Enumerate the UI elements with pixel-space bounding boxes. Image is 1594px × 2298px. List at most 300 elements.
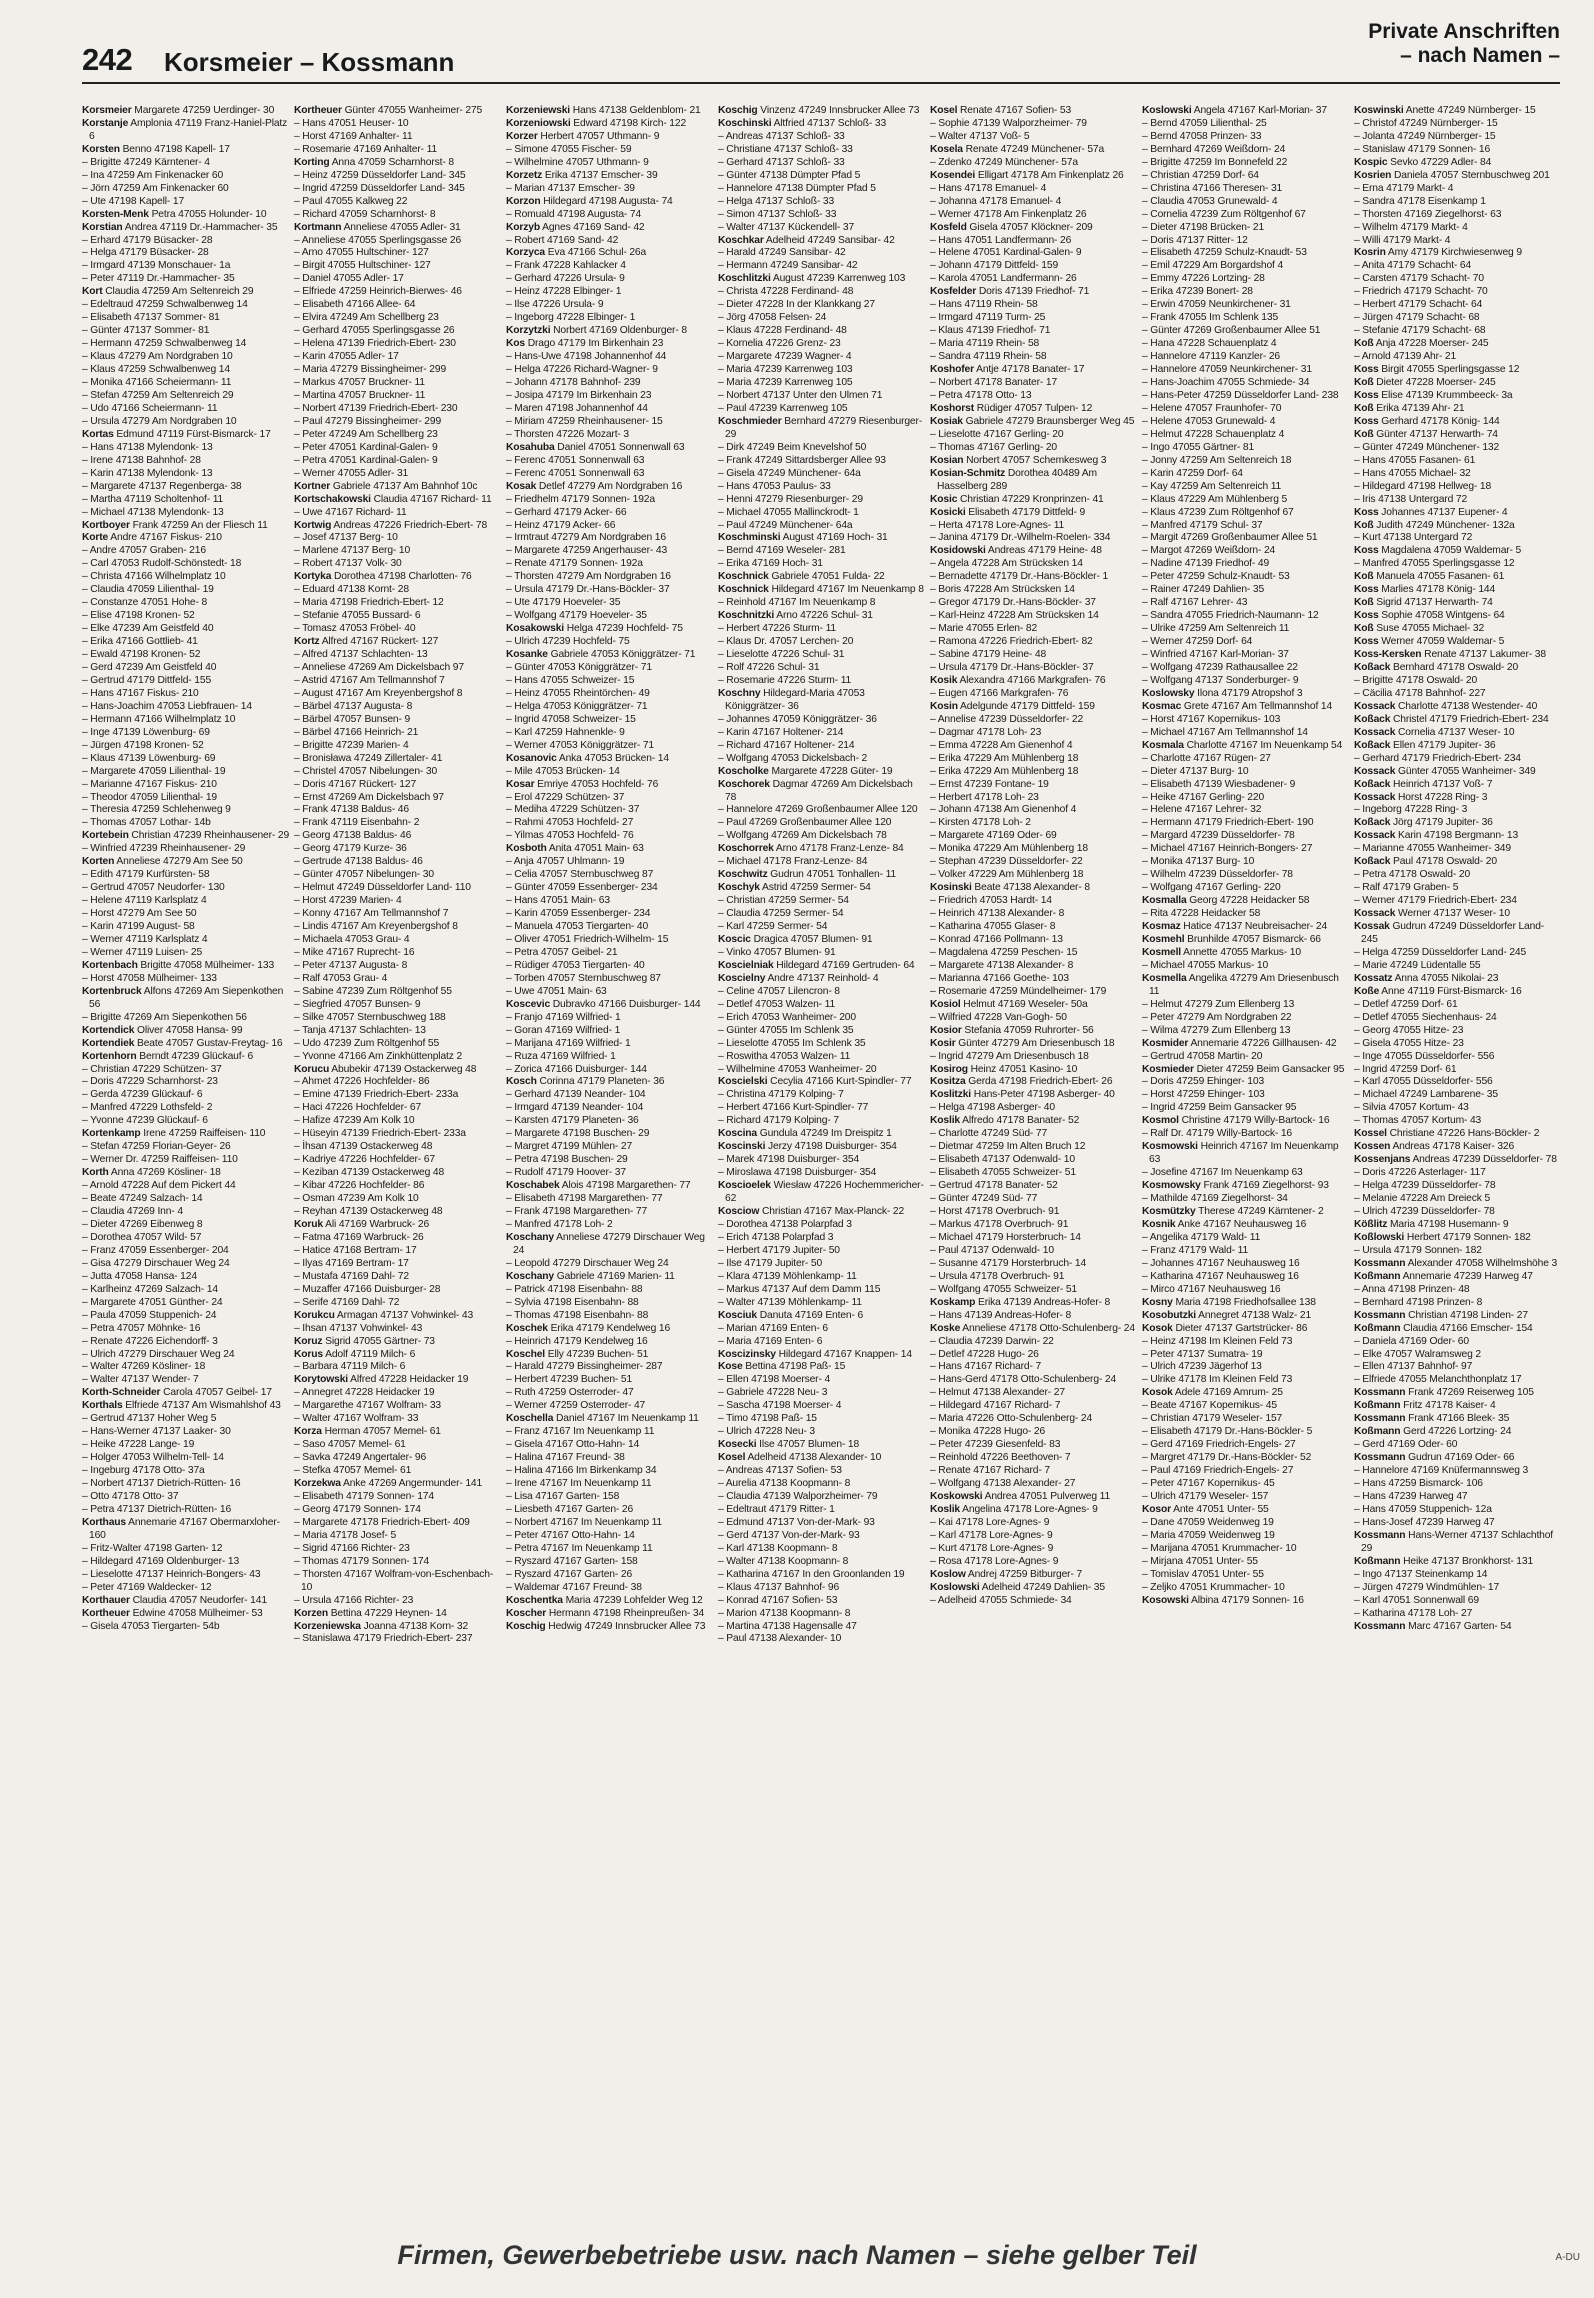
entry-details: – Ulrich 47228 Neu- 3 [718, 1426, 816, 1438]
entry-details: – Peter 47167 Kopernikus- 45 [1142, 1478, 1275, 1490]
directory-entry [294, 118, 502, 131]
directory-entry [1354, 571, 1562, 584]
directory-entry [294, 1595, 502, 1608]
directory-entry [930, 520, 1138, 533]
entry-details: Alexander 47058 Wilhelmshöhe 3 [1405, 1257, 1558, 1269]
surname: Koschny [718, 687, 761, 699]
surname: Kosinski [930, 882, 972, 894]
directory-entry [1354, 921, 1562, 947]
directory-entry [506, 196, 714, 209]
entry-details: – Petra 47178 Otto- 13 [930, 389, 1032, 401]
entry-details: – Dagmar 47178 Loh- 23 [930, 726, 1042, 738]
entry-details: – Dorothea 47138 Polarpfad 3 [718, 1218, 852, 1230]
entry-details: Hildegard 47169 Gertruden- 64 [773, 959, 915, 971]
entry-details: – Katharina 47178 Loh- 27 [1354, 1607, 1473, 1619]
entry-details: – Hannelore 47119 Kanzler- 26 [1142, 351, 1280, 363]
directory-entry [1142, 157, 1350, 170]
directory-entry [1142, 1452, 1350, 1465]
entry-details: Berndt 47239 Glückauf- 6 [136, 1050, 254, 1062]
entry-details: – Hans 47139 Andreas-Hofer- 8 [930, 1309, 1072, 1321]
entry-details: Bettina 47198 Paß- 15 [742, 1361, 846, 1373]
surname: Koruz [294, 1335, 323, 1347]
entry-details: – Friedhelm 47179 Sonnen- 192a [506, 493, 655, 505]
entry-details: Maria 47239 Lohfelder Weg 12 [562, 1594, 703, 1606]
entry-details: – Gertrud 47058 Martin- 20 [1142, 1050, 1263, 1062]
entry-details: – Halina 47166 Im Birkenkamp 34 [506, 1465, 657, 1477]
directory-entry [82, 701, 290, 714]
entry-details: – Helmut 47228 Schauenplatz 4 [1142, 428, 1285, 440]
surname: Korth [82, 1167, 109, 1179]
directory-entry [930, 714, 1138, 727]
directory-entry [930, 947, 1138, 960]
footer-note: Firmen, Gewerbebetriebe usw. nach Namen – siehe gelber Teil [397, 2240, 1197, 2270]
entry-details: – Silke 47057 Sternbuschweg 188 [294, 1011, 446, 1023]
surname: Kosmala [1142, 739, 1184, 751]
entry-details: Erika 47137 Emscher- 39 [542, 169, 658, 181]
entry-details: – Marianna 47166 Goethe- 103 [930, 972, 1069, 984]
directory-entry [718, 468, 926, 481]
entry-details: – Doris 47226 Asterlager- 117 [1354, 1167, 1486, 1179]
directory-entry [718, 1439, 926, 1452]
entry-details: – Karl 47138 Koopmann- 8 [718, 1542, 838, 1554]
directory-entry [506, 1297, 714, 1310]
directory-entry [1142, 260, 1350, 273]
entry-details: – Charlotte 47167 Rügen- 27 [1142, 752, 1271, 764]
entry-details: Daniela 47057 Sternbuschweg 201 [1391, 169, 1550, 181]
directory-entry [718, 351, 926, 364]
directory-entry [1142, 895, 1350, 908]
directory-entry [718, 235, 926, 248]
directory-entry [82, 170, 290, 183]
directory-entry [294, 299, 502, 312]
entry-details: Angela 47167 Karl-Morian- 37 [1191, 105, 1327, 116]
surname: Kosian-Schmitz [930, 467, 1006, 479]
entry-details: Birgit 47055 Sperlingsgasse 12 [1378, 364, 1520, 376]
directory-entry [1354, 209, 1562, 222]
directory-entry [294, 1219, 502, 1232]
entry-details: – Gerda 47239 Glückauf- 6 [82, 1089, 203, 1101]
surname: Kossack [1354, 726, 1396, 738]
directory-entry [82, 1245, 290, 1258]
directory-entry [1354, 1064, 1562, 1077]
entry-details: Christine 47179 Willy-Bartock- 16 [1178, 1115, 1330, 1127]
directory-entry [718, 312, 926, 325]
directory-entry [82, 1517, 290, 1543]
entry-details: – Wolfgang 47167 Gerling- 220 [1142, 882, 1281, 894]
directory-entry [930, 1310, 1138, 1323]
directory-entry [718, 1582, 926, 1595]
surname: Kosian [930, 454, 964, 466]
directory-entry [1142, 1400, 1350, 1413]
entry-details: – Margret 47199 Mühlen- 27 [506, 1141, 633, 1153]
entry-details: Sigrid 47137 Herwarth- 74 [1373, 597, 1493, 609]
surname: Kosrien [1354, 169, 1392, 181]
entry-details: – Hans 47055 Fasanen- 61 [1354, 454, 1476, 466]
directory-entry [1142, 1530, 1350, 1543]
directory-entry [506, 623, 714, 636]
directory-entry [1354, 286, 1562, 299]
entry-details: – Claudia 47259 Sermer- 54 [718, 908, 844, 920]
entry-details: – Timo 47198 Paß- 15 [718, 1413, 817, 1425]
surname: Koscizinsky [718, 1348, 776, 1360]
directory-entry [930, 779, 1138, 792]
surname: Koße [1354, 985, 1380, 997]
entry-details: – Werner 47178 Am Finkenplatz 26 [930, 208, 1087, 220]
directory-entry [1142, 610, 1350, 623]
section-title-line1: Private Anschriften [1368, 20, 1560, 43]
directory-entry [1142, 921, 1350, 934]
entry-details: – Gregor 47179 Dr.-Hans-Böckler- 37 [930, 597, 1096, 609]
directory-entry [930, 1465, 1138, 1478]
entry-details: – Josipa 47179 Im Birkenhain 23 [506, 389, 652, 401]
directory-entry [82, 1128, 290, 1141]
entry-details: – Elisabeth 47179 Dr.-Hans-Böckler- 5 [1142, 1426, 1313, 1438]
entry-details: – Ursula 47179 Dr.-Hans-Böckler- 37 [506, 584, 670, 596]
surname: Koschinski [718, 117, 772, 129]
entry-details: – Hafize 47239 Am Kolk 10 [294, 1115, 415, 1127]
directory-entry [1354, 338, 1562, 351]
directory-entry [1142, 1478, 1350, 1491]
entry-details: – Hannelore 47169 Knüfermannsweg 3 [1354, 1465, 1529, 1477]
entry-details: – Irene 47167 Im Neuenkamp 11 [506, 1478, 652, 1490]
entry-details: Amplonia 47119 Franz-Haniel-Platz 6 [89, 117, 288, 142]
directory-entry [82, 623, 290, 636]
surname: Kosicki [930, 506, 966, 518]
entry-details: Joanna 47138 Korn- 32 [360, 1620, 469, 1632]
directory-entry [294, 675, 502, 688]
entry-details: – Uwe 47167 Richard- 11 [294, 506, 407, 518]
entry-details: Adele 47169 Amrum- 25 [1172, 1387, 1283, 1399]
directory-entry [1142, 843, 1350, 856]
entry-details: – Sophie 47139 Walporzheimer- 79 [930, 117, 1087, 129]
directory-entry [718, 675, 926, 688]
entry-details: Jerzy 47198 Duisburger- 354 [765, 1141, 897, 1153]
directory-entry [718, 1349, 926, 1362]
entry-details: – Paul 47055 Kalkweg 22 [294, 195, 408, 207]
entry-details: – Jutta 47058 Hansa- 124 [82, 1270, 197, 1282]
surname: Kosmalla [1142, 895, 1187, 907]
entry-details: – Winfried 47239 Rheinhausener- 29 [82, 843, 246, 855]
directory-entry [718, 1102, 926, 1115]
surname: Korza [294, 1426, 322, 1438]
entry-details: – Horst 47259 Ehinger- 103 [1142, 1089, 1265, 1101]
entry-details: – Georg 47138 Baldus- 46 [294, 830, 412, 842]
surname: Koßmann [1354, 1400, 1401, 1412]
entry-details: – Peter 47249 Am Schellberg 23 [294, 428, 438, 440]
surname: Koscic [718, 934, 751, 945]
surname: Kosiol [930, 998, 961, 1010]
directory-entry [1142, 1413, 1350, 1426]
entry-details: – Heinz 47179 Acker- 66 [506, 519, 616, 531]
directory-entry [1354, 908, 1562, 921]
entry-details: – Petra 47167 Im Neuenkamp 11 [506, 1542, 653, 1554]
entry-details: – Anja 47057 Uhlmann- 19 [506, 856, 625, 868]
entry-details: – Hans-Gerd 47178 Otto-Schulenberg- 24 [930, 1374, 1117, 1386]
surname: Korzyb [506, 221, 540, 233]
directory-entry [1142, 714, 1350, 727]
entry-details: Georg 47228 Heidacker 58 [1186, 895, 1310, 907]
entry-details: – Erich 47053 Wanheimer- 200 [718, 1011, 856, 1023]
surname: Koschminski [718, 532, 781, 544]
entry-details: – Maria 47059 Weidenweg 19 [1142, 1529, 1275, 1541]
entry-details: – Beate 47249 Salzach- 14 [82, 1193, 203, 1205]
entry-details: Angelika 47279 Am Driesenbusch 11 [1149, 972, 1339, 997]
surname: Korzetz [506, 169, 543, 181]
directory-entry [718, 1556, 926, 1569]
directory-entry [506, 1374, 714, 1387]
directory-entry [1354, 740, 1562, 753]
entry-details: – Saso 47057 Memel- 61 [294, 1439, 406, 1451]
directory-entry [294, 1400, 502, 1413]
entry-details: – Peter 47279 Am Nordgraben 22 [1142, 1011, 1292, 1023]
directory-entry [1354, 131, 1562, 144]
directory-entry [1354, 520, 1562, 533]
directory-entry [930, 545, 1138, 558]
entry-details: – Hans 47167 Fiskus- 210 [82, 687, 199, 699]
directory-entry [294, 1543, 502, 1556]
entry-details: Gerda 47198 Friedrich-Ebert- 26 [965, 1076, 1113, 1088]
surname: Koßmann [1354, 1322, 1401, 1334]
surname: Kossack [1354, 908, 1396, 920]
directory-entry [930, 1504, 1138, 1517]
directory-entry [718, 273, 926, 286]
directory-entry [1142, 1102, 1350, 1115]
directory-entry [506, 1258, 714, 1271]
directory-entry [82, 520, 290, 533]
directory-entry [294, 1608, 502, 1621]
entry-details: – Angela 47228 Am Strücksken 14 [930, 558, 1083, 570]
entry-details: – Inge 47139 Löwenburg- 69 [82, 726, 210, 738]
entry-details: – Ilyas 47169 Bertram- 17 [294, 1257, 409, 1269]
surname: Koschentka [506, 1594, 563, 1606]
entry-details: – Rüdiger 47053 Tiergarten- 40 [506, 959, 645, 971]
directory-entry [294, 235, 502, 248]
directory-entry [930, 1582, 1138, 1595]
directory-entry [930, 170, 1138, 183]
directory-entry [294, 1556, 502, 1569]
entry-details: Paul 47178 Oswald- 20 [1390, 856, 1497, 868]
directory-entry [1142, 1569, 1350, 1582]
entry-details: – Helmut 47249 Düsseldorfer Land- 110 [294, 882, 471, 894]
directory-entry [82, 1064, 290, 1077]
entry-details: – Edmund 47137 Von-der-Mark- 93 [718, 1516, 875, 1528]
directory-entry [1142, 1504, 1350, 1517]
entry-details: Arno 47226 Schul- 31 [774, 610, 873, 622]
entry-details: – Annelise 47239 Düsseldorfer- 22 [930, 713, 1084, 725]
entry-details: – Hermann 47259 Schwalbenweg 14 [82, 338, 247, 350]
surname: Kositza [930, 1076, 966, 1088]
entry-details: Andre 47137 Reinhold- 4 [765, 972, 879, 984]
directory-entry [82, 1556, 290, 1569]
surname: Koschany [506, 1231, 555, 1243]
directory-entry [1354, 1413, 1562, 1426]
directory-entry [930, 610, 1138, 623]
entry-details: – Bärbel 47137 Augusta- 8 [294, 700, 413, 712]
entry-details: – Uwe 47051 Main- 63 [506, 985, 607, 997]
surname: Kossatz [1354, 972, 1393, 984]
directory-entry [82, 908, 290, 921]
directory-entry [930, 507, 1138, 520]
entry-details: – Georg 47179 Kurze- 36 [294, 843, 407, 855]
directory-entry [718, 662, 926, 675]
entry-details: – Ahmet 47226 Hochfelder- 86 [294, 1076, 430, 1088]
directory-entry [930, 856, 1138, 869]
directory-entry [506, 273, 714, 286]
entry-details: – Heike 47167 Gerling- 220 [1142, 791, 1265, 803]
directory-entry [506, 494, 714, 507]
directory-entry [718, 1323, 926, 1336]
entry-details: – Iris 47138 Untergard 72 [1354, 493, 1468, 505]
entry-details: Helmut 47169 Weseler- 50a [960, 998, 1088, 1010]
directory-entry [718, 830, 926, 843]
surname: Koslowsky [1142, 687, 1195, 699]
directory-entry [294, 364, 502, 377]
entry-details: – Gisela 47249 Münchener- 64a [718, 467, 861, 479]
directory-entry [294, 934, 502, 947]
directory-entry [506, 856, 714, 869]
directory-entry [506, 1336, 714, 1349]
directory-entry [506, 429, 714, 442]
directory-entry [506, 1193, 714, 1206]
entry-details: – Erika 47169 Hoch- 31 [718, 558, 823, 570]
directory-entry [506, 843, 714, 856]
directory-entry [1354, 843, 1562, 856]
entry-details: – Stephan 47239 Düsseldorfer- 22 [930, 856, 1083, 868]
entry-details: – Ernst 47269 Am Dickelsbach 97 [294, 791, 444, 803]
entry-details: – Franjo 47169 Wilfried- 1 [506, 1011, 621, 1023]
entry-details: Christian 47239 Rheinhausener- 29 [128, 830, 290, 842]
surname: Koskamp [930, 1296, 976, 1308]
directory-entry [82, 429, 290, 442]
directory-entry [1354, 830, 1562, 843]
directory-entry [82, 1167, 290, 1180]
entry-details: – Paul 47137 Odenwald- 10 [930, 1244, 1054, 1256]
directory-entry [82, 1349, 290, 1362]
entry-details: – Elisabeth 47259 Schulz-Knaudt- 53 [1142, 247, 1307, 259]
entry-details: – Margarete 47138 Alexander- 8 [930, 959, 1074, 971]
directory-entry [82, 105, 290, 118]
directory-entry [294, 170, 502, 183]
entry-details: – Emil 47229 Am Borgardshof 4 [1142, 260, 1284, 272]
directory-entry [1142, 688, 1350, 701]
directory-entry [506, 817, 714, 830]
directory-entry [294, 429, 502, 442]
directory-entry [82, 1141, 290, 1154]
directory-entry [506, 312, 714, 325]
directory-entry [718, 1569, 926, 1582]
entry-details: Adelheid 47249 Dahlien- 35 [979, 1581, 1105, 1593]
entry-details: – Zorica 47166 Duisburger- 144 [506, 1063, 647, 1075]
surname: Korucu [294, 1063, 330, 1075]
entry-details: Renate 47249 Münchener- 57a [962, 143, 1105, 155]
entry-details: – Claudia 47239 Darwin- 22 [930, 1335, 1054, 1347]
directory-entry [1142, 675, 1350, 688]
entry-details: – Helene 47167 Lehrer- 32 [1142, 804, 1262, 816]
directory-entry [294, 1089, 502, 1102]
entry-details: – Helena 47139 Friedrich-Ebert- 230 [294, 338, 456, 350]
section-title [1368, 20, 1560, 68]
entry-details: – Bärbel 47166 Heinrich- 21 [294, 726, 419, 738]
entry-details: – Ingrid 47259 Düsseldorfer Land- 345 [294, 182, 465, 194]
directory-entry [1142, 584, 1350, 597]
directory-entry [1142, 494, 1350, 507]
directory-entry [294, 1491, 502, 1504]
directory-entry [506, 1413, 714, 1426]
directory-entry [718, 1038, 926, 1051]
directory-entry [506, 934, 714, 947]
directory-entry [1354, 1336, 1562, 1349]
directory-entry [294, 1284, 502, 1297]
entry-details: – Eugen 47166 Markgrafen- 76 [930, 687, 1069, 699]
directory-entry [1142, 1426, 1350, 1439]
directory-entry [718, 869, 926, 882]
directory-entry [82, 714, 290, 727]
entry-details: – Sandra 47119 Rhein- 58 [930, 351, 1047, 363]
entry-details: Frank 47166 Bleek- 35 [1405, 1413, 1510, 1425]
entry-details: Renate 47137 Lakumer- 38 [1421, 649, 1546, 661]
directory-entry [506, 921, 714, 934]
entry-details: – Dieter 47198 Brücken- 21 [1142, 221, 1265, 233]
directory-entry [294, 636, 502, 649]
entry-details: – Klaus 47228 Ferdinand- 48 [718, 325, 847, 337]
entry-details: – Marianne 47055 Wanheimer- 349 [1354, 843, 1511, 855]
entry-details: Danuta 47169 Enten- 6 [757, 1309, 864, 1321]
entry-details: – Paul 47249 Münchener- 64a [718, 519, 853, 531]
directory-entry [930, 986, 1138, 999]
directory-entry [82, 1361, 290, 1374]
directory-entry [718, 753, 926, 766]
entry-details: – Gisela 47053 Tiergarten- 54b [82, 1620, 220, 1632]
entry-details: – Erol 47229 Schützen- 37 [506, 791, 625, 803]
directory-entry [1354, 1089, 1562, 1102]
directory-entry [718, 558, 926, 571]
directory-entry [294, 1258, 502, 1271]
entry-details: – Silvia 47057 Kortum- 43 [1354, 1102, 1469, 1114]
directory-entry [82, 934, 290, 947]
entry-details: – Elisabeth 47137 Sommer- 81 [82, 312, 220, 324]
entry-details: Herman 47057 Memel- 61 [321, 1426, 441, 1438]
directory-entry [1142, 1336, 1350, 1349]
directory-entry [506, 584, 714, 597]
entry-details: – Hans 47178 Emanuel- 4 [930, 182, 1047, 194]
entry-details: Anna 47269 Kösliner- 18 [108, 1167, 221, 1179]
directory-entry [1142, 209, 1350, 222]
directory-entry [82, 1595, 290, 1608]
entry-details: – Bronisława 47249 Zillertaler- 41 [294, 752, 443, 764]
entry-details: – Hermann 47249 Sansibar- 42 [718, 260, 858, 272]
directory-entry [1142, 1258, 1350, 1271]
directory-entry [294, 1387, 502, 1400]
entry-details: – Arnold 47228 Auf dem Pickert 44 [82, 1180, 236, 1192]
entry-details: – Klaus 47239 Zum Röltgenhof 67 [1142, 506, 1294, 518]
entry-details: – Norbert 47137 Unter den Ulmen 71 [718, 389, 883, 401]
entry-details: Ilse 47057 Blumen- 18 [756, 1439, 860, 1451]
directory-entry [930, 817, 1138, 830]
directory-entry [506, 779, 714, 792]
entry-details: – Jürgen 47279 Windmühlen- 17 [1354, 1581, 1500, 1593]
entry-details: – Simone 47055 Fischer- 59 [506, 143, 632, 155]
entry-details: – Herbert 47178 Loh- 23 [930, 791, 1039, 803]
directory-entry [1354, 1426, 1562, 1439]
directory-entry [930, 1102, 1138, 1115]
entry-details: – Maria 47198 Friedrich-Ebert- 12 [294, 597, 444, 609]
entry-details: – Kurt 47138 Untergard 72 [1354, 532, 1473, 544]
directory-entry [930, 1517, 1138, 1530]
entry-details: – Halina 47167 Freund- 38 [506, 1452, 625, 1464]
directory-entry [1354, 1102, 1562, 1115]
directory-entry [506, 183, 714, 196]
entry-details: – Ruza 47169 Wilfried- 1 [506, 1050, 616, 1062]
